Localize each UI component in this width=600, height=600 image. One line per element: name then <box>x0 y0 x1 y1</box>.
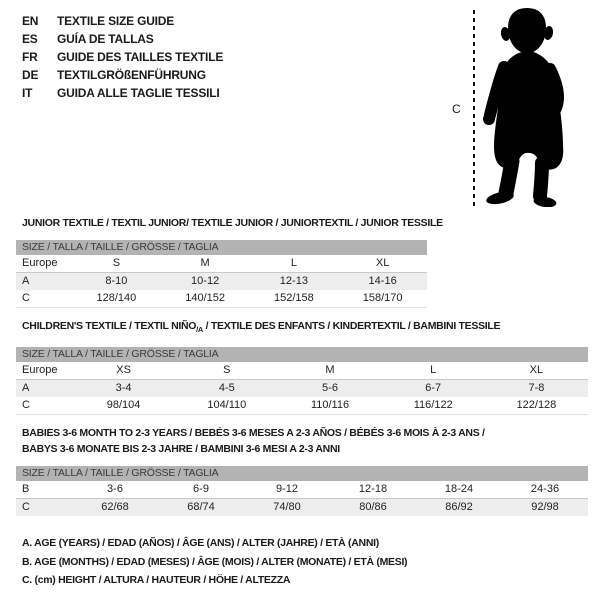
height-cell: 122/128 <box>516 399 557 411</box>
language-code: IT <box>22 86 33 100</box>
footnote-c: C. (cm) HEIGHT / ALTURA / HAUTEUR / HÖHE / ALTEZZA <box>22 574 291 586</box>
language-row <box>22 30 223 48</box>
height-cell: 86/92 <box>445 501 473 513</box>
age-cell: 5-6 <box>322 382 338 394</box>
row-label: C <box>22 292 30 304</box>
table-row-age-months <box>16 481 588 499</box>
height-cell: 92/98 <box>531 501 559 513</box>
table-row-height <box>16 397 588 415</box>
size-cell: S <box>223 364 231 376</box>
size-cell: L <box>430 364 437 376</box>
row-label: B <box>22 483 30 495</box>
children-section-title <box>22 320 500 336</box>
table-row-height <box>16 499 588 516</box>
babies-section-title <box>22 426 485 457</box>
size-cell: XL <box>529 364 544 376</box>
language-label: GUÍA DE TALLAS <box>57 32 154 46</box>
junior-section-title: JUNIOR TEXTILE / TEXTIL JUNIOR/ TEXTILE JUNIOR / JUNIORTEXTIL / JUNIOR TESSILE <box>22 217 443 229</box>
table-row-europe <box>16 362 588 380</box>
table-row-age <box>16 380 588 397</box>
junior-size-table <box>16 240 427 308</box>
children-title-main: CHILDREN'S TEXTILE / TEXTIL NIÑO <box>22 320 197 332</box>
age-cell: 18-24 <box>444 483 474 495</box>
row-label: Europe <box>22 257 58 269</box>
height-cell: 104/110 <box>207 399 247 411</box>
age-cell: 3-6 <box>107 483 123 495</box>
height-cell: 74/80 <box>273 501 301 513</box>
size-cell: S <box>112 257 121 269</box>
language-label: TEXTILGRÖßENFÜHRUNG <box>57 68 206 82</box>
children-title-rest: / TEXTILE DES ENFANTS / KINDERTEXTIL / BAMBINI TESSILE <box>203 320 501 332</box>
table-row-age <box>16 273 427 290</box>
row-label: C <box>22 501 30 513</box>
age-cell: 10-12 <box>191 275 220 287</box>
table-row-height <box>16 290 427 308</box>
footnote-legend <box>22 534 407 590</box>
height-cell: 158/170 <box>362 292 403 304</box>
language-code: EN <box>22 14 39 28</box>
age-cell: 14-16 <box>368 275 397 287</box>
size-header-bar: SIZE / TALLA / TAILLE / GRÖSSE / TAGLIA <box>16 466 588 481</box>
height-cell: 128/140 <box>96 292 137 304</box>
age-cell: 4-5 <box>218 382 235 394</box>
age-cell: 12-18 <box>358 483 388 495</box>
size-cell: XL <box>375 257 390 269</box>
language-code: FR <box>22 50 38 64</box>
age-cell: 6-7 <box>425 382 442 394</box>
row-label: C <box>22 399 30 411</box>
height-dashed-line <box>473 10 475 206</box>
row-label: A <box>22 275 30 287</box>
language-row <box>22 84 223 102</box>
babies-title-line2: BABYS 3-6 MONATE BIS 2-3 JAHRE / BAMBINI 3-6 MESI A 2-3 ANNI <box>22 442 340 455</box>
language-label: GUIDA ALLE TAGLIE TESSILI <box>57 86 220 100</box>
baby-silhouette <box>482 5 574 207</box>
language-code: DE <box>22 68 39 82</box>
height-cell: 116/122 <box>413 399 453 411</box>
height-measure-label: C <box>452 102 461 116</box>
age-cell: 24-36 <box>530 483 560 495</box>
language-label: TEXTILE SIZE GUIDE <box>57 14 175 28</box>
height-cell: 98/104 <box>106 399 141 411</box>
children-title-sub: /A <box>196 325 204 335</box>
babies-size-table <box>16 466 588 516</box>
footnote-b: B. AGE (MONTHS) / EDAD (MESES) / ÂGE (MOIS) / ALTER (MONATE) / ETÀ (MESI) <box>22 555 408 568</box>
age-cell: 3-4 <box>115 382 132 394</box>
height-cell: 140/152 <box>185 292 225 304</box>
row-label: Europe <box>22 364 58 376</box>
language-row <box>22 66 223 84</box>
children-size-table <box>16 347 588 415</box>
size-cell: XS <box>116 364 131 376</box>
size-cell: M <box>200 257 210 269</box>
height-cell: 80/86 <box>359 501 387 513</box>
age-cell: 6-9 <box>193 483 209 495</box>
language-row <box>22 12 223 30</box>
age-cell: 9-12 <box>275 483 299 495</box>
size-header-bar: SIZE / TALLA / TAILLE / GRÖSSE / TAGLIA <box>16 240 427 255</box>
height-cell: 110/116 <box>310 399 350 411</box>
language-code: ES <box>22 32 38 46</box>
language-list <box>22 12 223 102</box>
size-header-bar: SIZE / TALLA / TAILLE / GRÖSSE / TAGLIA <box>16 347 588 362</box>
height-cell: 152/158 <box>273 292 314 304</box>
height-cell: 68/74 <box>187 501 215 513</box>
age-cell: 8-10 <box>105 275 128 287</box>
table-row-europe <box>16 255 427 273</box>
age-cell: 12-13 <box>279 275 308 287</box>
babies-title-line1: BABIES 3-6 MONTH TO 2-3 YEARS / BEBÉS 3-6 MESES A 2-3 AÑOS / BÉBÉS 3-6 MOIS À 2-3 ANS / <box>22 427 485 439</box>
footnote-a: A. AGE (YEARS) / EDAD (AÑOS) / ÂGE (ANS) / ALTER (JAHRE) / ETÀ (ANNI) <box>22 537 379 549</box>
row-label: A <box>22 382 30 394</box>
language-label: GUIDE DES TAILLES TEXTILE <box>57 50 224 64</box>
age-cell: 7-8 <box>528 382 545 394</box>
height-cell: 62/68 <box>101 501 129 513</box>
size-cell: L <box>290 257 297 269</box>
language-row <box>22 48 223 66</box>
size-cell: M <box>325 364 335 376</box>
